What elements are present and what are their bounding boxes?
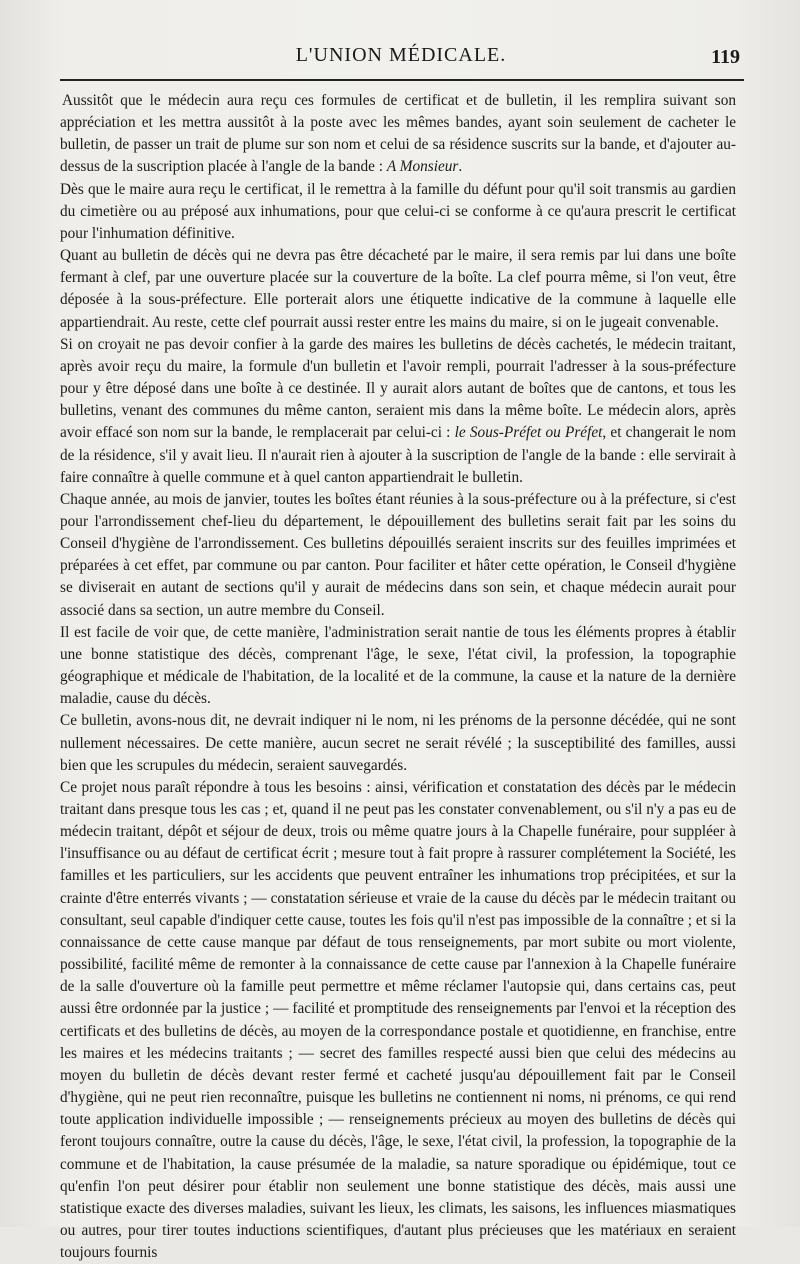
- paragraph-text: Quant au bulletin de décès qui ne devra pas être décacheté par le maire, il sera remis par lui dans une boîte fermant à clef, par une ouverture placée sur la couverture de la boîte. La clef pourra même, si l'on veut, être déposée à la sous-préfecture. Elle porterait alors une étiquette indicative de la commune à laquelle elle appartiendrait. Au reste, cette clef pourrait aussi rester entre les mains du maire, si on le jugeait convenable.: [60, 247, 736, 331]
- paragraph-text: .: [458, 158, 463, 176]
- paragraph: [60, 245, 736, 334]
- paragraph-text: Chaque année, au mois de janvier, toutes les boîtes étant réunies à la sous-préfecture ou à la préfecture, si c'est pour l'arrondissement chef-lieu du département, le dépouillement des bulletins serait fait par les soins du Conseil d'hygiène de l'arrondissement. Ces bulletins dépouillés seraient inscrits sur des feuilles imprimées et préparées à cet effet, par commune ou par canton. Pour faciliter et hâter cette opération, le Conseil d'hygiène se diviserait en autant de sections qu'il y aurait de médecins dans son sein, et chaque médecin aurait pour associé dans sa section, un autre membre du Conseil.: [60, 490, 736, 619]
- italic-title: le Sous-Préfet ou Préfet: [454, 424, 603, 442]
- header-rule: [60, 79, 744, 81]
- page-header: [62, 44, 740, 74]
- paragraph-text: Ce projet nous paraît répondre à tous les besoins : ainsi, vérification et constatation des décès par le médecin traitant dans presque tous les cas ; et, quand il ne peut pas les constater convenablement, ou s'il n'y a pas eu de médecin traitant, dépôt et séjour de deux, trois ou même quatre jours à la Chapelle funéraire, pour suppléer à l'insuffisance ou au défaut de certificat écrit ; mesure tout à fait propre à rassurer complétement la Société, les familles et les particuliers, sur les accidents que peuvent entraîner les inhumations trop précipitées, et sur la crainte d'être enterrés vivants ; — constatation sérieuse et vraie de la cause du décès par le médecin traitant ou consultant, seul capable d'indiquer cette cause, toutes les fois qu'il n'est pas impossible de la connaître ; et si la connaissance de cette cause manque par défaut de tous renseignements, par mort subite ou mort violente, possibilité, facilité même de remonter à la connaissance de cette cause par l'annexion à la Chapelle funéraire de la salle d'ouverture où la famille peut permettre et même réclamer l'autopsie qui, dans certains cas, peut aussi être ordonnée par la justice ; — facilité et promptitude des renseignements par l'envoi et la réception des certificats et des bulletins de décès, au moyen de la correspondance postale et quotidienne, en franchise, entre les maires et les médecins traitants ; — secret des familles respecté aussi bien que celui des médecins au moyen du bulletin de décès devant rester fermé et cacheté jusqu'au dépouillement fait par le Conseil d'hygiène, qui ne peut rien reconnaître, puisque les bulletins ne contiennent ni noms, ni prénoms, ce qui rend toute application individuelle impossible ; — renseignements précieux au moyen des bulletins de décès qui feront toujours connaître, outre la cause du décès, l'âge, le sexe, l'état civil, la profession, la topographie de la commune et de l'habitation, la cause présumée de la maladie, sa nature sporadique ou épidémique, tout ce qu'enfin l'on peut désirer pour établir non seulement une bonne statistique des décès, mais aussi une statistique exacte des diverses maladies, suivant les lieux, les climats, les saisons, les influences miasmatiques ou autres, pour tirer toutes inductions scientifiques, d'autant plus précieuses que les matériaux en seraient toujours fournis: [60, 778, 736, 1262]
- paragraph-text: Aussitôt que le médecin aura reçu ces formules de certificat et de bulletin, il les remplira suivant son appréciation et les mettra aussitôt à la poste avec les mêmes bandes, ayant soin seulement de cacheter le bulletin, de passer un trait de plume sur son nom et celui de sa résidence suscrits sur la bande, et d'ajouter au-dessus de la suscription placée à l'angle de la bande :: [60, 92, 736, 176]
- page-number: 119: [711, 46, 740, 68]
- paragraph: [60, 622, 736, 711]
- paragraph-text: Dès que le maire aura reçu le certificat, il le remettra à la famille du défunt pour qu'il soit transmis au gardien du cimetière ou au préposé aux inhumations, pour que celui-ci se conforme à ce qu'aura prescrit le certificat pour l'inhumation définitive.: [60, 180, 736, 242]
- paragraph: [60, 90, 736, 179]
- italic-address: A Monsieur: [386, 158, 459, 176]
- paragraph-text: Il est facile de voir que, de cette manière, l'administration serait nantie de tous les éléments propres à établir une bonne statistique des décès, comprenant l'âge, le sexe, l'état civil, la profession, la topographie géographique et médicale de l'habitation, de la localité et de la commune, la cause et la nature de la dernière maladie, cause du décès.: [60, 623, 736, 708]
- paragraph-text: Ce bulletin, avons-nous dit, ne devrait indiquer ni le nom, ni les prénoms de la personne décédée, qui ne sont nullement nécessaires. De cette manière, aucun secret ne serait révélé ; la susceptibilité des familles, aussi bien que les scrupules du médecin, seraient sauvegardés.: [60, 712, 736, 774]
- paragraph: [60, 710, 736, 776]
- paragraph-text: , et changerait le nom de la résidence, s'il y avait lieu. Il n'aurait rien à ajouter à la suscription de l'angle de la bande : elle servirait à faire connaître à quelle commune et à quel canton appartiendrait le bulletin.: [60, 424, 737, 486]
- article-body: [60, 90, 736, 1264]
- paragraph: [60, 777, 736, 1264]
- running-title: L'UNION MÉDICALE.: [295, 44, 507, 66]
- paragraph-text: Si on croyait ne pas devoir confier à la garde des maires les bulletins de décès cachetés, le médecin traitant, après avoir reçu du maire, la formule d'un bulletin et l'avoir rempli, pourrait l'adresser à la sous-préfecture pour y être déposé dans une boîte à ce destinée. Il y aurait alors autant de boîtes que de cantons, et tous les bulletins, venant des communes du même canton, seraient mis dans la même boîte. Le médecin alors, après avoir effacé son nom sur la bande, le remplacerait par celui-ci :: [60, 335, 736, 442]
- paragraph: [60, 489, 736, 622]
- paragraph: [60, 179, 736, 245]
- paragraph: [60, 334, 736, 489]
